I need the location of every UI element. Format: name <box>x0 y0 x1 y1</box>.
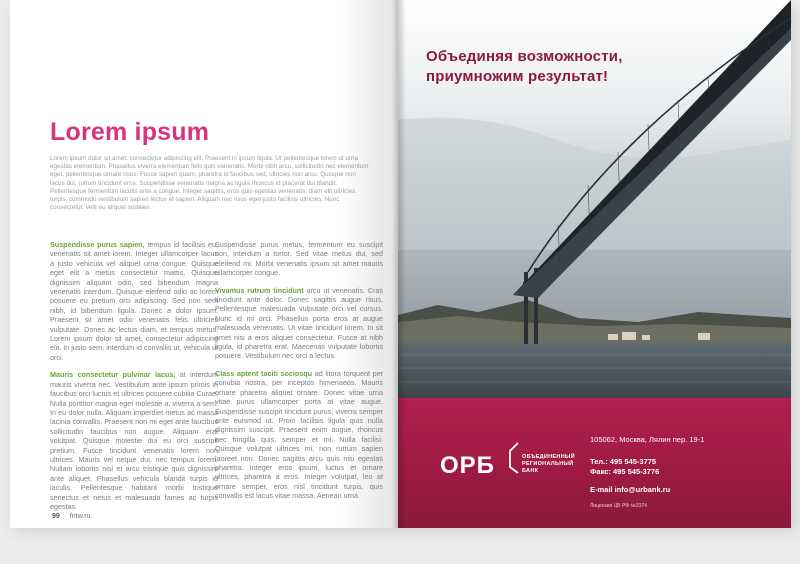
fax: Факс: 495 545-3776 <box>590 467 660 476</box>
headline-line-2: приумножим результат! <box>426 68 609 85</box>
license: Лицензия ЦБ РФ №3374 <box>590 503 647 509</box>
page-footer <box>52 513 90 520</box>
paragraph: Vivamus rutrum tincidunt arcu ut venenatis. Cras tincidunt ante dolor. Donec sagittis augue risus. Pellentesque malesuada vulputate orci vel cursus. Nunc id mi orci. Phasellus porta eros at augue malesuada venenatis. Ut vitae tincidunt lorem. In sit amet nisi a eros aliquet consectetur. Fusce at nibh ligula, id pharetra erat. Maecenas vulputate lobortis posuere. Vestibulum nec orci a lectus. <box>215 285 383 361</box>
paragraph: Mauris consectetur pulvinar lacus, at interdum mauris viverra nec. Vestibulum ante ipsum primis in faucibus orci luctus et ultrices posuere cubilia Curae; Nulla porttitor magna eget molestie a, viverra a sem. In eu dolor nulla. Aliquam imperdiet metus ac massa lacinia convallis. Praesent non mi eget ante faucibus sollicitudin faucibus non augue. Aliquam erat volutpat. Quisque molestie dui eu orci suscipit pretium. Fusce tincidunt venenatis lorem non ultrices. Mauris vel neque dui, nec tempus lorem. Nullam lobortis nisl et arcu tristique quis dignissim ante aliquet. Phasellus vehicula blandit turpis id iaculis. Pellentesque habitant morbi tristique senectus et netus et malesuada fames ac turpis egestas. <box>50 370 219 511</box>
text-column-1 <box>50 240 218 519</box>
headline <box>426 47 623 87</box>
page-number: 99 <box>52 513 60 520</box>
paragraph: Class aptent taciti sociosqu ad litora torquent per conubia nostra, per inceptos himenaeos. Mauris ornare pharetra aliquet ornare. Donec vitae urna vitae purus ullamcorper porta at vitae augue. Suspendisse suscipit tincidunt purus, viverra semper ante euismod ut. Proin facilisis ligula quis nulla dignissim suscipit. Praesent enim augue, rhoncus nec fringilla quis, semper et mi. Nulla facilisi. Quisque volutpat ultrices mi, non rutrum sapien laoreet non. Donec sagittis arcu quis nisi egestas pharetra. Integer eros ipsum, luctus et ornare ultrices, pharetra a eros. Integer volutpat, leo at ornare semper, eros nisl tincidunt turpis, quis convallis est lacus vitae massa. Aenean urna <box>215 368 384 501</box>
headline-line-1: Объединяя возможности, <box>426 48 623 65</box>
article-title: Lorem ipsum <box>50 118 210 146</box>
right-page <box>398 0 791 528</box>
brand-band <box>398 398 791 528</box>
phone: Тел.: 495 545-3775 <box>590 457 657 466</box>
left-page <box>10 0 398 528</box>
email: E-mail info@urbank.ru <box>590 485 671 494</box>
book-gutter <box>392 0 406 528</box>
text-column-2 <box>215 240 383 509</box>
bank-name: ОБЪЕДИНЕННЫЙ РЕГИОНАЛЬНЫЙ БАНК <box>522 454 575 474</box>
paragraph: Suspendisse purus metus, fermentum eu suscipit non, interdum a tortor. Sed vitae metus dui, sed eleifend mi. Morbi venenatis ipsum sit amet mauris ullamcorper congue. <box>215 240 383 278</box>
bank-logo: ОРБ <box>440 452 495 479</box>
logo-bracket-icon <box>508 441 520 475</box>
address: 105062, Москва, Лялин пер. 19-1 <box>590 435 705 444</box>
site-name: fntw.ru <box>69 513 91 520</box>
contact-block <box>590 435 704 511</box>
paragraph: Suspendisse purus sapien, tempus id facilisis eu, venenatis sit amet lorem. Integer ullamcorper lacus a justo vehicula vel aliquet urna congue. Quisque eget elit a metus consectetur mattis. Quisque dignissim aliquam odio, sed bibendum magna venenatis interdum. Quisque eleifend odio ac lorem posuere eu pretium orci adipiscing. Sed non sem nibh, id bibendum ligula. Donec a dolor ipsum. Praesent sit amet odio venenatis felis ultricies vulputate. Donec ac lectus diam, et tempus metus. Lorem ipsum dolor sit amet, consectetur adipiscing elit. In justo sem, interdum id convallis ut, vehicula ut orci. <box>50 240 218 362</box>
article-intro: Lorem ipsum dolor sit amet, consectetur adipiscing elit. Praesent in ipsum ligula. Ut pellentesque lorem ut urna egestas elementum. Phasellus viverra elementum felis quis venenatis. Morbi nibh arcu, sollicitudin nec elementum eget, pellentesque ornare risus. Fusce sapien quam, pharetra id faucibus sed, ultricies non arcu. Quisque non lacus dui, rutrum tincidunt eros. Suspendisse venenatis magna ac ligula rhoncus id placerat dui blandit. Pellentesque fermentum iaculis ante a congue. Integer sagittis, eros quis egestas venenatis, diam elit ultricies turpis, commodo vestibulum sapien lectus et sapien. Aliquam nec risus eget justo facilisis ultricies. Nunc consectetur, velit eu aliquet sodales. <box>50 155 369 212</box>
